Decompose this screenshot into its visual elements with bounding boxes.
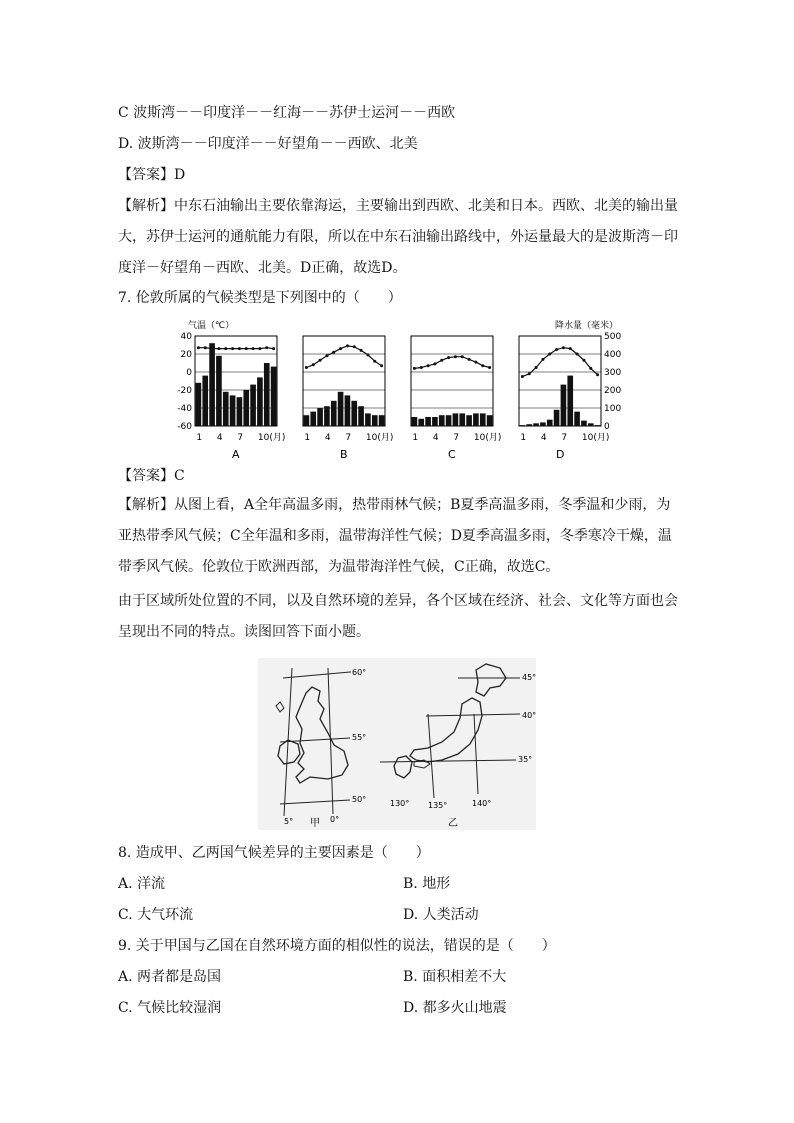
lat-55: 55° bbox=[352, 733, 367, 742]
climate-panels bbox=[195, 336, 609, 460]
temperature-point bbox=[380, 364, 383, 367]
precip-bar bbox=[459, 413, 465, 426]
temperature-point bbox=[562, 346, 565, 349]
x-tick-label: 10(月) bbox=[473, 433, 502, 443]
temperature-point bbox=[305, 366, 308, 369]
temperature-point bbox=[353, 345, 356, 348]
precip-bar bbox=[554, 410, 560, 426]
panel-label: B bbox=[340, 448, 348, 460]
analysis-q7: 【解析】从图上看，A全年高温多雨，热带雨林气候；B夏季高温多雨，冬季温和少雨，为亚热带季风气候；C全年温和多雨，温带海洋性气候；D夏季高温多雨，冬季寒冷干燥，温带季风气候。伦敦位于欧洲西部，为温带海洋性气候，C正确，故选C。 bbox=[118, 497, 672, 575]
precip-bar bbox=[446, 415, 452, 426]
maps-figure bbox=[258, 658, 536, 830]
precip-bar bbox=[304, 415, 310, 426]
temperature-point bbox=[481, 364, 484, 367]
temperature-point bbox=[332, 351, 335, 354]
precip-bar bbox=[250, 385, 256, 426]
left-tick-label: -20 bbox=[177, 386, 192, 396]
temperature-point bbox=[312, 363, 315, 366]
precip-bar bbox=[202, 376, 208, 426]
x-tick-label: 4 bbox=[216, 433, 223, 443]
precip-bar bbox=[561, 385, 567, 426]
lon-140: 140° bbox=[472, 799, 492, 808]
x-tick-label: 1 bbox=[304, 433, 311, 443]
right-tick-label: 0 bbox=[604, 422, 610, 432]
precip-bar bbox=[567, 376, 573, 426]
precip-bar bbox=[379, 415, 385, 426]
precip-bar bbox=[317, 408, 323, 426]
temperature-point bbox=[447, 356, 450, 359]
precip-bar bbox=[540, 422, 546, 426]
temperature-line bbox=[306, 346, 381, 368]
temperature-point bbox=[238, 347, 241, 350]
temperature-point bbox=[461, 355, 464, 358]
temperature-point bbox=[252, 347, 255, 350]
left-axis-ticks bbox=[177, 332, 192, 432]
lat-40: 40° bbox=[522, 711, 536, 720]
climate-panel-D bbox=[519, 336, 609, 460]
lat-60: 60° bbox=[352, 668, 367, 677]
temperature-point bbox=[488, 366, 491, 369]
temperature-point bbox=[454, 355, 457, 358]
left-tick-label: 40 bbox=[180, 332, 192, 342]
precip-bar bbox=[372, 415, 378, 426]
x-tick-label: 1 bbox=[412, 433, 419, 443]
temperature-point bbox=[231, 347, 234, 350]
precip-bar bbox=[223, 392, 229, 426]
precip-bar bbox=[432, 417, 438, 426]
precip-bar bbox=[230, 395, 236, 426]
precip-bar bbox=[439, 415, 445, 426]
precip-bar bbox=[480, 413, 486, 426]
label-jia: 甲 bbox=[310, 818, 320, 829]
q9-option-d: D. 都多火山地震 bbox=[403, 1000, 507, 1016]
precip-bar bbox=[351, 401, 357, 426]
x-tick-label: 4 bbox=[540, 433, 547, 443]
temperature-point bbox=[366, 353, 369, 356]
temperature-point bbox=[582, 359, 585, 362]
precip-bar bbox=[473, 413, 479, 426]
temperature-point bbox=[339, 347, 342, 350]
q8-option-d: D. 人类活动 bbox=[403, 907, 479, 923]
q8-option-c: C. 大气环流 bbox=[118, 907, 194, 923]
temperature-point bbox=[245, 347, 248, 350]
q8-option-a: A. 洋流 bbox=[118, 876, 166, 892]
q9-option-a: A. 两者都是岛国 bbox=[118, 969, 222, 985]
precip-bar bbox=[338, 392, 344, 426]
left-axis-title: 气温（℃） bbox=[188, 321, 235, 331]
panel-label: A bbox=[232, 448, 240, 460]
intro-text: 由于区域所处位置的不同，以及自然环境的差异，各个区域在经济、社会、文化等方面也会呈现出不同的特点。读图回答下面小题。 bbox=[118, 593, 678, 640]
precip-bar bbox=[264, 363, 270, 426]
right-tick-label: 300 bbox=[604, 368, 622, 378]
right-tick-label: 100 bbox=[604, 404, 622, 414]
temperature-point bbox=[596, 373, 599, 376]
q9-stem: 9. 关于甲国与乙国在自然环境方面的相似性的说法，错误的是（ ） bbox=[118, 938, 556, 954]
precip-bar bbox=[196, 383, 202, 426]
precip-bar bbox=[345, 395, 351, 426]
right-tick-label: 200 bbox=[604, 386, 622, 396]
temperature-point bbox=[576, 353, 579, 356]
precip-bar bbox=[526, 424, 532, 426]
lat-45: 45° bbox=[522, 673, 536, 682]
q8-stem: 8. 造成甲、乙两国气候差异的主要因素是（ ） bbox=[118, 845, 430, 861]
temperature-point bbox=[535, 366, 538, 369]
x-tick-label: 7 bbox=[345, 433, 352, 443]
precip-bar bbox=[418, 419, 424, 426]
right-axis-ticks bbox=[604, 332, 621, 432]
temperature-point bbox=[360, 349, 363, 352]
lat-35: 35° bbox=[518, 755, 533, 764]
precip-bar bbox=[487, 415, 493, 426]
precip-bar bbox=[595, 425, 601, 426]
answer-q6: 【答案】D bbox=[118, 167, 186, 183]
temperature-point bbox=[197, 346, 200, 349]
precip-bar bbox=[588, 423, 594, 426]
x-tick-label: 7 bbox=[561, 433, 568, 443]
temperature-point bbox=[528, 372, 531, 375]
right-tick-label: 500 bbox=[604, 332, 622, 342]
climate-panel-A bbox=[195, 336, 285, 460]
left-tick-label: -40 bbox=[177, 404, 192, 414]
x-tick-label: 10(月) bbox=[365, 433, 394, 443]
temperature-point bbox=[217, 347, 220, 350]
precip-bar bbox=[466, 415, 472, 426]
temperature-point bbox=[589, 367, 592, 370]
lon-5: 5° bbox=[284, 817, 294, 826]
right-tick-label: 400 bbox=[604, 350, 622, 360]
climate-panel-C bbox=[411, 336, 501, 460]
precip-bar bbox=[581, 421, 587, 426]
label-yi: 乙 bbox=[448, 818, 458, 829]
x-tick-label: 4 bbox=[432, 433, 439, 443]
temperature-point bbox=[319, 359, 322, 362]
precip-bar bbox=[358, 406, 364, 426]
temperature-point bbox=[420, 366, 423, 369]
temperature-point bbox=[272, 347, 275, 350]
precip-bar bbox=[365, 413, 371, 426]
precip-bar bbox=[209, 343, 215, 426]
precip-bar bbox=[237, 397, 243, 426]
climate-panel-B bbox=[303, 336, 393, 460]
x-tick-label: 1 bbox=[520, 433, 527, 443]
left-tick-label: 20 bbox=[180, 350, 192, 360]
temperature-point bbox=[555, 348, 558, 351]
lat-50: 50° bbox=[352, 795, 367, 804]
temperature-point bbox=[433, 362, 436, 365]
precip-bar bbox=[310, 412, 316, 426]
lon-130: 130° bbox=[390, 799, 410, 808]
temperature-point bbox=[474, 361, 477, 364]
x-tick-label: 7 bbox=[453, 433, 460, 443]
temperature-point bbox=[468, 358, 471, 361]
temperature-line bbox=[198, 348, 273, 349]
precip-bar bbox=[533, 423, 539, 426]
left-tick-label: 0 bbox=[186, 368, 192, 378]
precip-bar bbox=[520, 425, 526, 426]
precip-bar bbox=[453, 413, 459, 426]
panel-frame bbox=[519, 336, 601, 426]
temperature-point bbox=[224, 347, 227, 350]
temperature-line bbox=[414, 357, 489, 369]
temperature-point bbox=[373, 360, 376, 363]
temperature-point bbox=[440, 359, 443, 362]
precip-bar bbox=[425, 417, 431, 426]
temperature-point bbox=[427, 364, 430, 367]
precip-bar bbox=[547, 420, 553, 426]
option-c-route: C 波斯湾－－印度洋－－红海－－苏伊士运河－－西欧 bbox=[118, 105, 456, 121]
temperature-point bbox=[541, 358, 544, 361]
temperature-point bbox=[569, 347, 572, 350]
right-axis-title: 降水量（毫米） bbox=[555, 321, 619, 331]
x-tick-label: 7 bbox=[237, 433, 244, 443]
q7-stem: 7. 伦敦所属的气候类型是下列图中的（ ） bbox=[118, 290, 402, 306]
precip-bar bbox=[257, 377, 263, 426]
temperature-point bbox=[265, 346, 268, 349]
precip-bar bbox=[412, 417, 418, 426]
temperature-point bbox=[258, 347, 261, 350]
x-tick-label: 10(月) bbox=[257, 433, 286, 443]
precip-bar bbox=[324, 406, 330, 426]
temperature-point bbox=[548, 353, 551, 356]
analysis-q6: 【解析】中东石油输出主要依靠海运，主要输出到西欧、北美和日本。西欧、北美的输出量大，苏伊士运河的通航能力有限，所以在中东石油输出路线中，外运量最大的是波斯湾－印度洋－好望角－西欧、北美。D正确，故选D。 bbox=[118, 198, 678, 276]
temperature-point bbox=[325, 354, 328, 357]
x-tick-label: 1 bbox=[196, 433, 203, 443]
temperature-point bbox=[346, 344, 349, 347]
lon-135: 135° bbox=[428, 801, 448, 810]
panel-label: D bbox=[556, 448, 565, 460]
x-tick-label: 4 bbox=[324, 433, 331, 443]
precip-bar bbox=[216, 356, 222, 426]
panel-label: C bbox=[448, 448, 456, 460]
temperature-point bbox=[521, 375, 524, 378]
q8-option-b: B. 地形 bbox=[403, 876, 451, 892]
option-d-route: D. 波斯湾－－印度洋－－好望角－－西欧、北美 bbox=[118, 136, 418, 152]
q9-option-c: C. 气候比较湿润 bbox=[118, 1000, 222, 1016]
precip-bar bbox=[271, 367, 277, 426]
lon-0: 0° bbox=[330, 815, 340, 824]
climate-charts-figure bbox=[170, 318, 640, 460]
temperature-point bbox=[204, 346, 207, 349]
panel-frame bbox=[411, 336, 493, 426]
x-tick-label: 10(月) bbox=[581, 433, 610, 443]
precip-bar bbox=[243, 390, 249, 426]
answer-q7: 【答案】C bbox=[118, 468, 185, 484]
q9-option-b: B. 面积相差不大 bbox=[403, 969, 507, 985]
left-tick-label: -60 bbox=[177, 422, 192, 432]
precip-bar bbox=[331, 401, 337, 426]
temperature-point bbox=[413, 367, 416, 370]
temperature-point bbox=[211, 347, 214, 350]
precip-bar bbox=[574, 412, 580, 426]
